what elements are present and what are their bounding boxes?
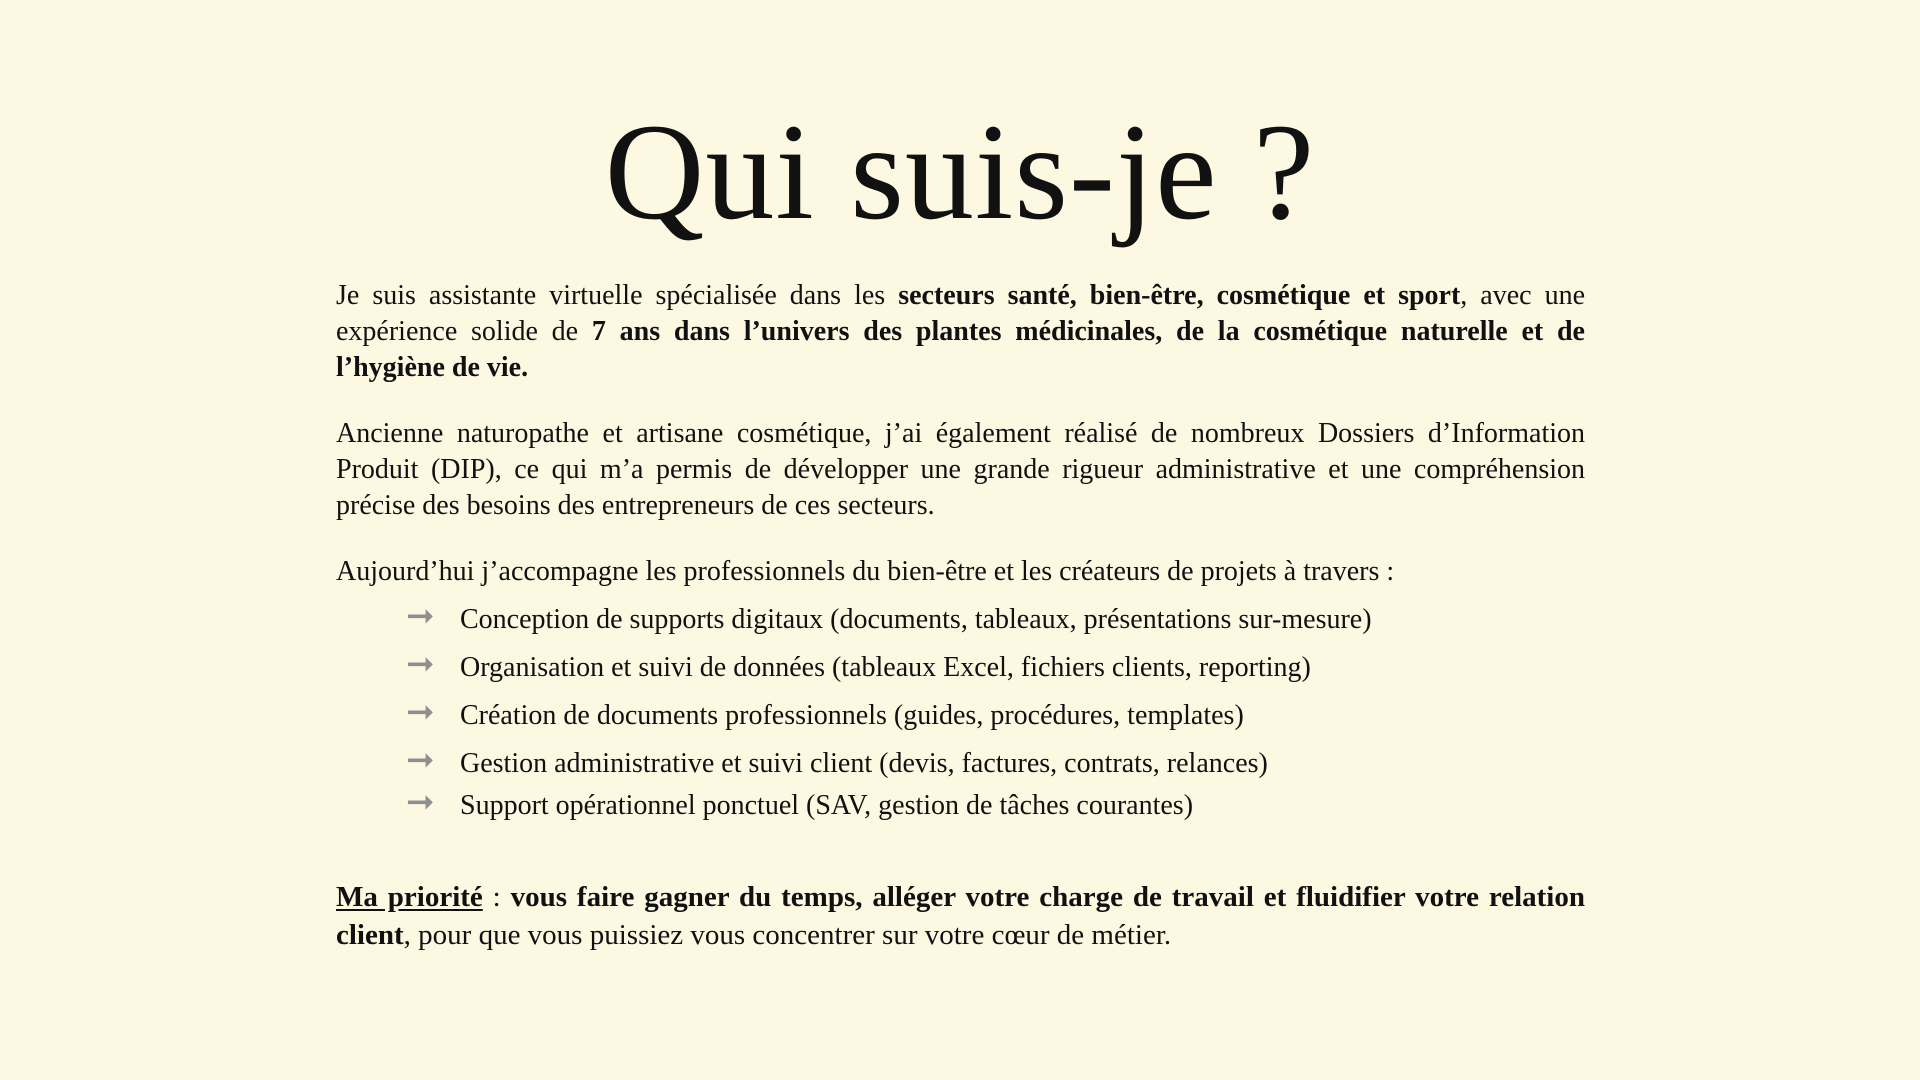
intro-bold-experience: 7 ans dans l’univers des plantes médicinales, de la cosmétique naturelle et de l’hygiène de vie.: [336, 316, 1585, 383]
background-paragraph: Ancienne naturopathe et artisane cosmétique, j’ai également réalisé de nombreux Dossiers d’Information Produit (DIP), ce qui m’a permis de développer une grande rigueur administrative et une compréhension précise des besoins des entrepreneurs de ces secteurs.: [336, 418, 1585, 521]
list-item-text: Organisation et suivi de données (tableaux Excel, fichiers clients, reporting): [460, 652, 1311, 683]
intro-paragraph: [336, 278, 1585, 386]
priority-statement: [336, 878, 1585, 954]
list-item-text: Création de documents professionnels (guides, procédures, templates): [460, 700, 1244, 731]
list-item: [406, 740, 1585, 784]
list-item-text: Support opérationnel ponctuel (SAV, gestion de tâches courantes): [460, 790, 1194, 821]
list-item-text: Conception de supports digitaux (documents, tableaux, présentations sur-mesure): [460, 604, 1372, 635]
arrow-right-icon: ➞: [406, 644, 435, 684]
priority-rest: , pour que vous puissiez vous concentrer sur votre cœur de métier.: [403, 919, 1172, 951]
services-intro: Aujourd’hui j’accompagne les professionnels du bien-être et les créateurs de projets à travers :: [336, 556, 1395, 587]
list-item: [406, 692, 1585, 736]
intro-text-1: Je suis assistante virtuelle spécialisée dans les: [336, 280, 899, 311]
arrow-right-icon: ➞: [406, 596, 435, 636]
priority-separator: :: [482, 881, 511, 913]
arrow-right-icon: ➞: [406, 740, 435, 780]
intro-text-2: , avec une expérience solide de: [336, 280, 1586, 347]
list-item-text: Gestion administrative et suivi client (devis, factures, contrats, relances): [460, 748, 1268, 779]
page-title: Qui suis-je ?: [604, 95, 1316, 248]
arrow-right-icon: ➞: [406, 692, 435, 732]
list-item: [406, 782, 1585, 826]
intro-bold-sectors: secteurs santé, bien-être, cosmétique et sport: [898, 280, 1461, 311]
list-item: [406, 644, 1585, 688]
arrow-right-icon: ➞: [406, 782, 435, 822]
priority-label: Ma priorité: [336, 881, 483, 913]
content-body: [336, 278, 1585, 983]
priority-bold: vous faire gagner du temps, alléger votre charge de travail et fluidifier votre relation client: [336, 881, 1585, 951]
list-item: [406, 596, 1585, 640]
services-list: [336, 596, 1585, 826]
